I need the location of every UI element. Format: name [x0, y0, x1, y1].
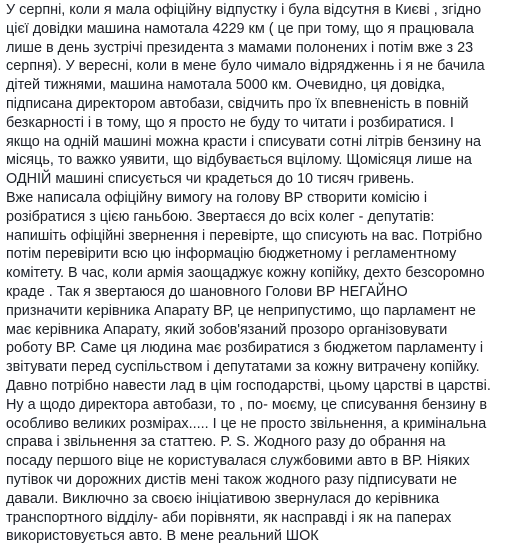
post-text-line: серпня). У вересні, коли в мене було чимало відрядженнь і я не бачила: [6, 58, 485, 75]
post-text-line: цієї довідки машина намотала 4229 км ( це при тому, що я працювала: [6, 20, 474, 37]
post-text-line: посаду першого віце не користувалася службовими авто в ВР. Ніяких: [6, 453, 470, 470]
post-text-line: Вже написала офіційну вимогу на голову ВР створити комісію і: [6, 189, 428, 206]
post-text-line: Ну а щодо директора автобази, то , по- моєму, це списування бензину в: [6, 396, 488, 413]
post-text-line: путівок чи дорожних дистів мені також жодного разу підписувати не: [6, 471, 458, 488]
post-text-line: дітей тижнями, машина намотала 5000 км. Очевидно, ця довідка,: [6, 77, 445, 94]
post-text-line: підписана директором автобази, свідчить про їх впевненість в повній: [6, 95, 469, 112]
post-text-line: використовується авто. В мене реальний ШОК: [6, 528, 319, 545]
post-text-line: напишіть офіційні звернення і перевірте, що списують на вас. Потрібно: [6, 227, 483, 244]
post-text-line: розібратися з цією ганьбою. Звертаєся до всіх колег - депутатів:: [6, 208, 435, 225]
post-text-line: особливо великих розмірах..... І це не просто звільнення, а кримінальна: [6, 415, 487, 432]
post-text-line: лише в день зустрічі президента з мамами полонених і потім вже з 23: [6, 39, 474, 56]
post-text-line: роботу ВР. Саме ця людина має розбиратися з бюджетом парламенту і: [6, 340, 484, 357]
post-text-line: потім перевірити всю цю інформацію бюджетному і регламентному: [6, 246, 457, 263]
post-text-line: має керівника Апарату, який зобов'язаний прозоро організовувати: [6, 321, 448, 338]
post-text-line: ОДНІЙ машині списується чи крадеться до 10 тисяч гривень.: [6, 171, 415, 188]
post-text-line: призначити керівника Апарату ВР, це неприпустимо, що парламент не: [6, 302, 476, 319]
post-text-line: справа і звільнення за статтею. P. S. Жодного разу до обрання на: [6, 434, 446, 451]
post-text-line: місяць, то важко уявити, що відбувається вцілому. Щомісяця лише на: [6, 152, 472, 169]
post-text-line: Давно потрібно навести лад в цім господарстві, цьому царстві в царстві.: [6, 377, 491, 394]
post-text-line: безкарності і в тому, що я просто не буду то читати і розбиратися. І: [6, 114, 454, 131]
post-text-line: краде . Так я звертаюся до шановного Голови ВР НЕГАЙНО: [6, 283, 408, 300]
post-text-line: звітувати перед суспільством і депутатами за кожну витрачену копійку.: [6, 359, 480, 376]
post-text-line: давали. Виключно за своєю ініціативою звернулася до керівника: [6, 490, 440, 507]
post-text-line: У серпні, коли я мала офіційну відпустку і була відсутня в Києві , згідно: [6, 2, 482, 18]
post-text-line: комітету. В час, коли армія заощаджує кожну копійку, дехто безсоромно: [6, 265, 485, 282]
post-text-line: транспортного відділу- аби порівняти, як насправді і як на паперах: [6, 509, 452, 526]
post-text-line: якщо на одній машині можна красти і списувати сотні літрів бензину на: [6, 133, 482, 150]
